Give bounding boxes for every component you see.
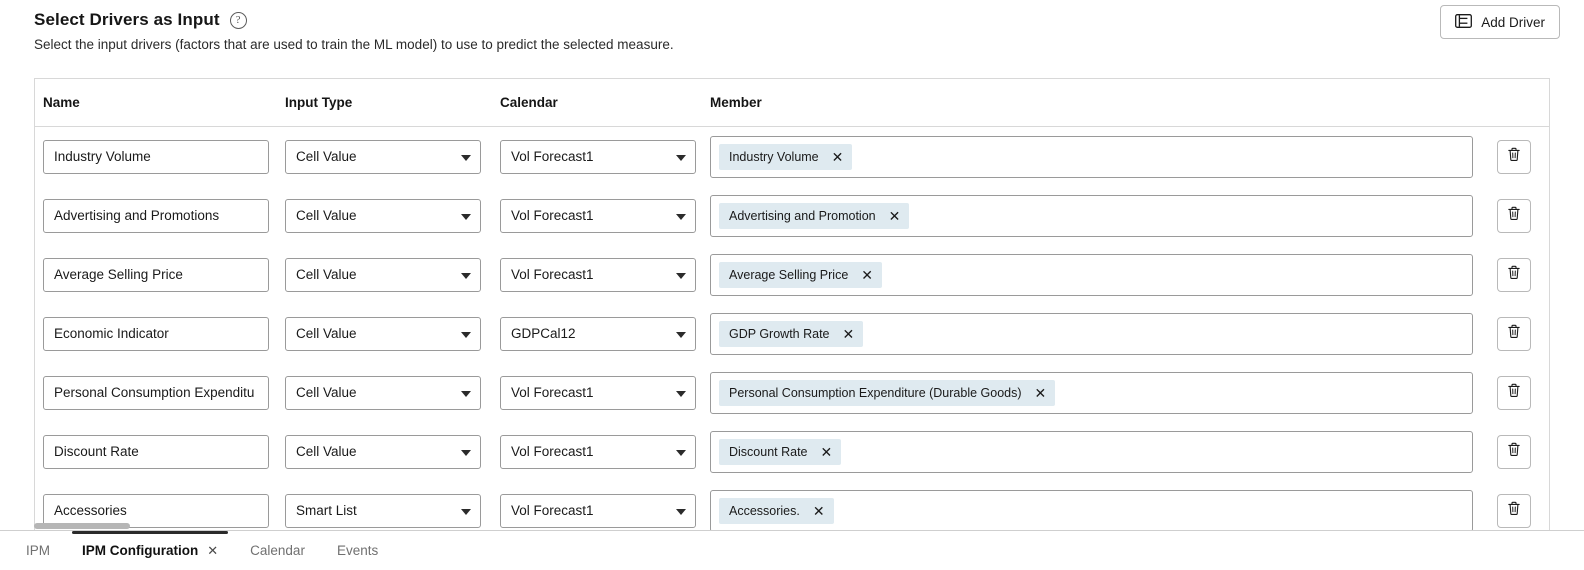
input-type-value: Cell Value — [296, 208, 357, 223]
trash-icon — [1507, 265, 1521, 285]
member-chip — [719, 144, 852, 170]
input-type-value: Cell Value — [296, 267, 357, 282]
delete-row-button[interactable] — [1497, 258, 1531, 292]
row-actions-cell — [1487, 435, 1549, 469]
close-icon[interactable]: ✕ — [888, 207, 901, 224]
member-chip-label: Average Selling Price — [729, 267, 849, 282]
horizontal-scrollbar[interactable] — [34, 523, 130, 529]
driver-name-cell — [43, 199, 285, 233]
page-header — [0, 0, 1584, 70]
delete-row-button[interactable] — [1497, 376, 1531, 410]
input-type-cell — [285, 435, 500, 469]
tab-ipm[interactable] — [10, 531, 66, 570]
calendar-value: Vol Forecast1 — [511, 267, 594, 282]
input-type-value: Cell Value — [296, 326, 357, 341]
driver-name-input[interactable] — [43, 317, 269, 351]
chevron-down-icon — [461, 155, 471, 161]
input-type-select[interactable] — [285, 435, 481, 469]
close-icon[interactable]: ✕ — [820, 443, 833, 460]
member-cell — [710, 372, 1487, 414]
driver-name-cell — [43, 258, 285, 292]
delete-row-button[interactable] — [1497, 435, 1531, 469]
input-type-select[interactable] — [285, 317, 481, 351]
calendar-select[interactable] — [500, 494, 696, 528]
delete-row-button[interactable] — [1497, 494, 1531, 528]
calendar-select[interactable] — [500, 435, 696, 469]
member-chip — [719, 439, 841, 465]
input-type-cell — [285, 494, 500, 528]
chevron-down-icon — [676, 509, 686, 515]
member-field[interactable] — [710, 254, 1473, 296]
input-type-cell — [285, 317, 500, 351]
calendar-select[interactable] — [500, 258, 696, 292]
calendar-select[interactable] — [500, 199, 696, 233]
chevron-down-icon — [461, 214, 471, 220]
column-header-calendar: Calendar — [500, 95, 558, 110]
chevron-down-icon — [676, 155, 686, 161]
member-chip-label: Industry Volume — [729, 149, 819, 164]
member-field[interactable] — [710, 431, 1473, 473]
add-driver-button[interactable] — [1440, 5, 1560, 39]
add-driver-label: Add Driver — [1481, 14, 1545, 30]
table-row — [35, 186, 1549, 245]
driver-name-cell — [43, 140, 285, 174]
member-field[interactable] — [710, 313, 1473, 355]
chevron-down-icon — [676, 273, 686, 279]
calendar-cell — [500, 199, 710, 233]
chevron-down-icon — [461, 273, 471, 279]
member-field[interactable] — [710, 136, 1473, 178]
table-row — [35, 422, 1549, 481]
driver-name-cell — [43, 376, 285, 410]
calendar-value: Vol Forecast1 — [511, 503, 594, 518]
bottom-tab-bar — [0, 530, 1584, 570]
tab-calendar[interactable] — [234, 531, 321, 570]
driver-name-input[interactable] — [43, 435, 269, 469]
add-driver-icon — [1455, 14, 1472, 31]
table-row — [35, 363, 1549, 422]
row-actions-cell — [1487, 140, 1549, 174]
close-icon[interactable]: ✕ — [1034, 384, 1047, 401]
tab-ipm-configuration[interactable] — [66, 531, 234, 570]
input-type-cell — [285, 376, 500, 410]
title-row — [34, 10, 1560, 30]
drivers-table — [34, 78, 1550, 530]
input-type-select[interactable] — [285, 494, 481, 528]
trash-icon — [1507, 147, 1521, 167]
driver-name-input[interactable] — [43, 258, 269, 292]
input-type-select[interactable] — [285, 199, 481, 233]
table-header-row — [35, 79, 1549, 127]
table-row — [35, 127, 1549, 186]
chevron-down-icon — [676, 332, 686, 338]
close-icon[interactable]: ✕ — [207, 542, 219, 558]
trash-icon — [1507, 501, 1521, 521]
trash-icon — [1507, 442, 1521, 462]
table-body — [35, 127, 1549, 530]
member-field[interactable] — [710, 195, 1473, 237]
chevron-down-icon — [461, 391, 471, 397]
calendar-value: Vol Forecast1 — [511, 149, 594, 164]
trash-icon — [1507, 206, 1521, 226]
input-type-cell — [285, 258, 500, 292]
column-header-member: Member — [710, 95, 762, 110]
question-circle-icon[interactable]: ? — [230, 12, 247, 29]
member-cell — [710, 195, 1487, 237]
row-actions-cell — [1487, 376, 1549, 410]
tab-label: Calendar — [250, 543, 305, 558]
delete-row-button[interactable] — [1497, 140, 1531, 174]
member-cell — [710, 136, 1487, 178]
input-type-select[interactable] — [285, 258, 481, 292]
input-type-value: Cell Value — [296, 385, 357, 400]
page-title: Select Drivers as Input — [34, 10, 220, 29]
chevron-down-icon — [461, 450, 471, 456]
column-header-name: Name — [43, 95, 80, 110]
table-row — [35, 304, 1549, 363]
chevron-down-icon — [461, 332, 471, 338]
row-actions-cell — [1487, 199, 1549, 233]
member-cell — [710, 431, 1487, 473]
driver-name-input[interactable] — [43, 376, 269, 410]
input-type-value: Cell Value — [296, 444, 357, 459]
calendar-cell — [500, 317, 710, 351]
trash-icon — [1507, 324, 1521, 344]
calendar-cell — [500, 376, 710, 410]
row-actions-cell — [1487, 494, 1549, 528]
chevron-down-icon — [676, 391, 686, 397]
calendar-cell — [500, 258, 710, 292]
table-row — [35, 481, 1549, 530]
calendar-value: Vol Forecast1 — [511, 385, 594, 400]
member-chip-label: Accessories. — [729, 503, 800, 518]
tab-label: IPM — [26, 543, 51, 558]
driver-name-input[interactable] — [43, 140, 269, 174]
member-cell — [710, 490, 1487, 531]
member-field[interactable] — [710, 490, 1473, 531]
driver-name-input[interactable] — [43, 199, 269, 233]
column-header-input-type: Input Type — [285, 95, 353, 110]
calendar-select[interactable] — [500, 317, 696, 351]
member-chip-label: GDP Growth Rate — [729, 326, 830, 341]
input-type-value: Smart List — [296, 503, 357, 518]
calendar-value: Vol Forecast1 — [511, 208, 594, 223]
close-icon[interactable]: ✕ — [812, 502, 825, 519]
close-icon[interactable]: ✕ — [861, 266, 874, 283]
member-chip-label: Advertising and Promotion — [729, 208, 876, 223]
row-actions-cell — [1487, 317, 1549, 351]
close-icon[interactable]: ✕ — [842, 325, 855, 342]
member-chip — [719, 321, 863, 347]
table-row — [35, 245, 1549, 304]
calendar-cell — [500, 494, 710, 528]
input-type-cell — [285, 199, 500, 233]
calendar-value: Vol Forecast1 — [511, 444, 594, 459]
input-type-select[interactable] — [285, 140, 481, 174]
member-chip-label: Personal Consumption Expenditure (Durable Goods) — [729, 385, 1022, 400]
input-type-value: Cell Value — [296, 149, 357, 164]
member-chip — [719, 380, 1055, 406]
calendar-cell — [500, 435, 710, 469]
member-cell — [710, 254, 1487, 296]
member-chip — [719, 498, 834, 524]
row-actions-cell — [1487, 258, 1549, 292]
chevron-down-icon — [676, 214, 686, 220]
delete-row-button[interactable] — [1497, 199, 1531, 233]
input-type-select[interactable] — [285, 376, 481, 410]
member-cell — [710, 313, 1487, 355]
member-chip-label: Discount Rate — [729, 444, 808, 459]
driver-name-cell — [43, 435, 285, 469]
chevron-down-icon — [676, 450, 686, 456]
driver-name-cell — [43, 317, 285, 351]
member-field[interactable] — [710, 372, 1473, 414]
member-chip — [719, 262, 882, 288]
calendar-cell — [500, 140, 710, 174]
calendar-value: GDPCal12 — [511, 326, 576, 341]
chevron-down-icon — [461, 509, 471, 515]
calendar-select[interactable] — [500, 140, 696, 174]
page-subtitle: Select the input drivers (factors that are used to train the ML model) to use to predict the selected measure. — [34, 37, 674, 52]
calendar-select[interactable] — [500, 376, 696, 410]
tab-label: IPM Configuration — [82, 543, 199, 558]
close-icon[interactable]: ✕ — [831, 148, 844, 165]
input-type-cell — [285, 140, 500, 174]
tab-label: Events — [336, 543, 379, 558]
member-chip — [719, 203, 909, 229]
tab-events[interactable] — [321, 531, 394, 570]
trash-icon — [1507, 383, 1521, 403]
delete-row-button[interactable] — [1497, 317, 1531, 351]
